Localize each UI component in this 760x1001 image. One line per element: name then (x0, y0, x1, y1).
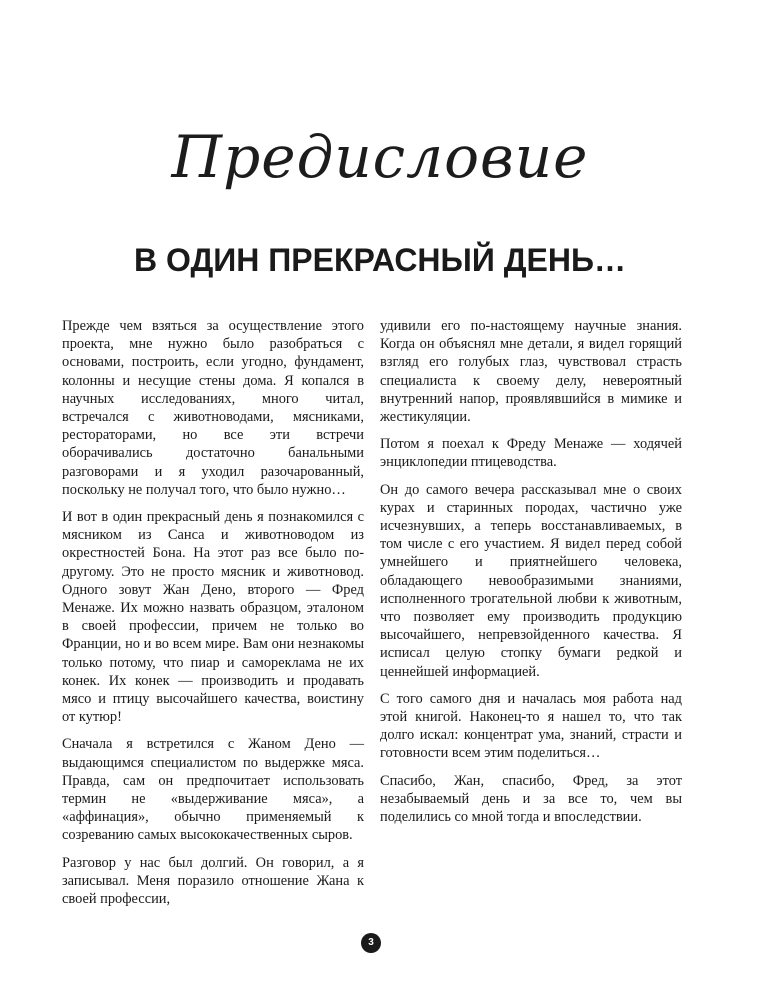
paragraph: С того самого дня и началась моя работа над этой книгой. Наконец-то я нашел то, что так долго искал: концентрат ума, знаний, страсти и готовности всем этим поделиться… (380, 690, 682, 762)
text-column-left (62, 317, 364, 917)
paragraph: удивили его по-настоящему научные знания. Когда он объяснял мне детали, я видел горящий взгляд его голубых глаз, чувствовал страсть специалиста к своему делу, невероятный внутренний напор, проявлявшийся в мимике и жестикуляции. (380, 318, 682, 426)
paragraph: Разговор у нас был долгий. Он говорил, а я записывал. Меня поразило отношение Жана к своей профессии, (62, 854, 364, 908)
text-column-right (380, 317, 682, 835)
paragraph: Потом я поехал к Фреду Менаже — ходячей энциклопедии птицеводства. (380, 436, 682, 471)
paragraph: Прежде чем взяться за осуществление этого проекта, мне нужно было разобраться с основами, построить, если угодно, фундамент, колонны и несущие стены дома. Я копался в научных исследованиях, много читал, встречался с животноводами, мясниками, рестораторами, но все эти встречи оборачивались достаточно банальными разговорами и я уходил разочарованный, поскольку не получал того, что было нужно… (62, 318, 364, 498)
paragraph: Он до самого вечера рассказывал мне о своих курах и старинных породах, частично уже исчезнувших, а теперь восстанавливаемых, в том числе с его участием. Я видел перед собой умнейшего и приятнейшего человека, обладающего невообразимыми знаниями, исполненного трогательной любви к животным, что позволяет ему производить продукцию высочайшего, непревзойденного качества. Я исписал целую стопку бумаги редкой и ценнейшей информацией. (380, 481, 682, 680)
page-title: Предисловие (171, 123, 589, 191)
page-number: 3 (361, 933, 381, 953)
paragraph: И вот в один прекрасный день я познакомился с мясником из Санса и животноводом из окрестностей Бона. На этот раз все было по-другому. Это не просто мясник и животновод. Одного зовут Жан Дено, второго — Фред Менаже. Их можно назвать образцом, эталоном в своей профессии, причем не только во Франции, но и во всем мире. Вам они незнакомы только потому, что пиар и самореклама не их конек. Их конек — производить и продавать мясо и птицу высочайшего качества, воистину от кутюр! (62, 509, 364, 726)
paragraph: Сначала я встретился с Жаном Дено — выдающимся специалистом по выдержке мяса. Правда, сам он предпочитает использовать термин не «выдерживание мяса», а «аффинация», обычно применяемый к созреванию самых высококачественных сыров. (62, 736, 364, 844)
paragraph: Спасибо, Жан, спасибо, Фред, за этот незабываемый день и за все то, чем вы поделились со мной тогда и впоследствии. (380, 772, 682, 826)
section-heading: В ОДИН ПРЕКРАСНЫЙ ДЕНЬ… (133, 242, 626, 278)
